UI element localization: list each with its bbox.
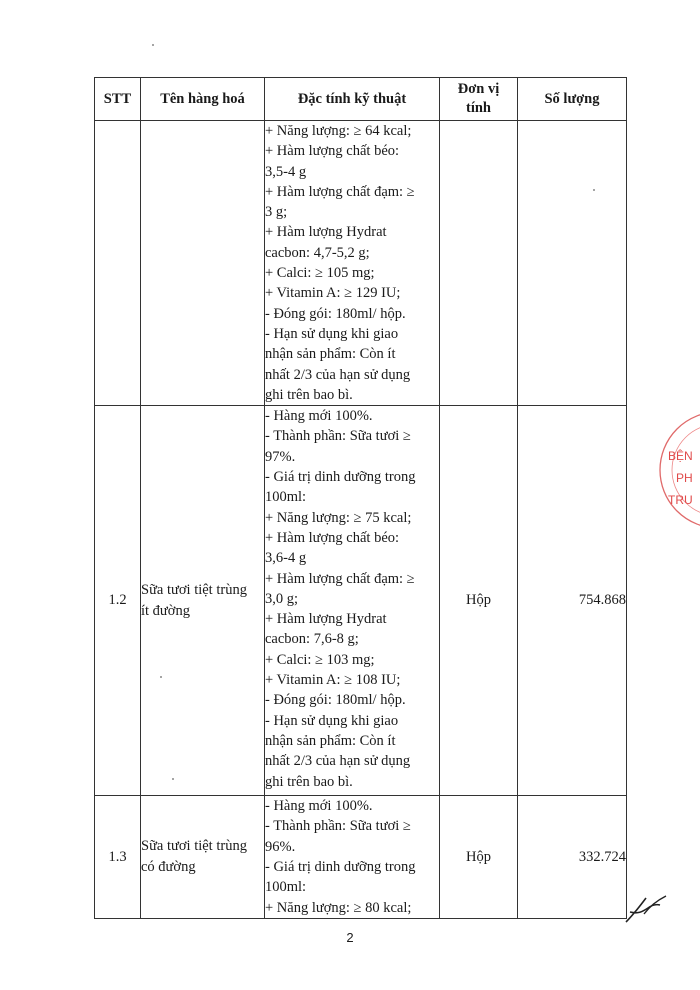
page-number: 2 (346, 930, 354, 945)
spec-line: nhận sản phẩm: Còn ít (265, 732, 396, 749)
spec-line: - Hạn sử dụng khi giao (265, 712, 399, 729)
spec-line: - Hàng mới 100%. (265, 408, 373, 425)
red-stamp-partial (640, 408, 700, 558)
header-qty: Số lượng (518, 78, 627, 121)
cell-qty: 754.868 (518, 406, 627, 796)
spec-line: + Hàm lượng Hydrat (265, 611, 387, 628)
spec-line: 3,0 g; (265, 590, 299, 607)
spec-line: + Năng lượng: ≥ 80 kcal; (265, 899, 412, 916)
cell-qty (518, 121, 627, 406)
spec-line: + Hàm lượng chất béo: (265, 529, 400, 546)
spec-line: - Đóng gói: 180ml/ hộp. (265, 305, 406, 322)
stamp-text-1: BỆN (668, 449, 693, 463)
spec-line: - Hạn sử dụng khi giao (265, 325, 399, 342)
spec-line: + Năng lượng: ≥ 64 kcal; (265, 123, 412, 139)
cell-unit: Hộp (440, 406, 518, 796)
spec-line: ghi trên bao bì. (265, 773, 353, 790)
cell-unit: Hộp (440, 796, 518, 919)
spec-line: 3,6-4 g (265, 550, 307, 567)
spec-line: nhận sản phẩm: Còn ít (265, 346, 396, 363)
spec-line: cacbon: 7,6-8 g; (265, 631, 359, 648)
spec-line: + Calci: ≥ 105 mg; (265, 265, 375, 282)
spec-line: - Giá trị dinh dưỡng trong (265, 859, 416, 876)
name-line: Sữa tươi tiệt trùng (141, 581, 247, 598)
cell-stt: 1.3 (95, 796, 141, 919)
header-name: Tên hàng hoá (141, 78, 265, 121)
scan-speck (172, 778, 174, 780)
cell-qty: 332.724 (518, 796, 627, 919)
stamp-text-2: PH (676, 471, 693, 485)
header-unit-line2: tính (466, 100, 491, 116)
spec-line: nhất 2/3 của hạn sử dụng (265, 753, 411, 770)
scan-speck (152, 44, 154, 46)
table-row (95, 121, 627, 406)
cell-unit (440, 121, 518, 406)
cell-spec (265, 121, 440, 406)
name-line: ít đường (141, 602, 190, 619)
table-row (95, 406, 627, 796)
spec-line: - Thành phần: Sữa tươi ≥ (265, 818, 411, 835)
spec-line: - Giá trị dinh dưỡng trong (265, 469, 416, 486)
spec-line: + Hàm lượng Hydrat (265, 224, 387, 241)
spec-line: + Hàm lượng chất đạm: ≥ (265, 183, 415, 200)
spec-line: ghi trên bao bì. (265, 386, 353, 403)
spec-line: + Vitamin A: ≥ 129 IU; (265, 285, 401, 302)
spec-line: + Năng lượng: ≥ 75 kcal; (265, 509, 412, 526)
cell-spec (265, 406, 440, 796)
scan-speck (593, 189, 595, 191)
name-line: có đường (141, 859, 196, 876)
spec-line: 3,5-4 g (265, 163, 307, 180)
spec-line: 100ml: (265, 879, 307, 896)
spec-line: + Hàm lượng chất béo: (265, 143, 400, 160)
cell-name (141, 121, 265, 406)
spec-line: 3 g; (265, 204, 288, 221)
spec-line: 96%. (265, 838, 296, 855)
cell-name (141, 796, 265, 919)
spec-line: 97%. (265, 448, 296, 465)
spec-line: - Đóng gói: 180ml/ hộp. (265, 692, 406, 709)
cell-name (141, 406, 265, 796)
cell-stt: 1.2 (95, 406, 141, 796)
header-unit-line1: Đơn vị (457, 81, 500, 97)
spec-line: + Hàm lượng chất đạm: ≥ (265, 570, 415, 587)
header-unit (440, 78, 518, 121)
stamp-text-3: TRU (668, 493, 693, 507)
signature-mark-icon (620, 892, 670, 932)
spec-line: + Calci: ≥ 103 mg; (265, 651, 375, 668)
header-stt: STT (95, 78, 141, 121)
spec-line: - Thành phần: Sữa tươi ≥ (265, 428, 411, 445)
name-line: Sữa tươi tiệt trùng (141, 838, 247, 855)
scan-speck (160, 676, 162, 678)
table-header-row (95, 78, 627, 121)
spec-line: 100ml: (265, 489, 307, 506)
spec-line: + Vitamin A: ≥ 108 IU; (265, 672, 401, 689)
table-row (95, 796, 627, 919)
spec-table (94, 77, 627, 919)
spec-line: nhất 2/3 của hạn sử dụng (265, 366, 411, 383)
header-spec: Đặc tính kỹ thuật (265, 78, 440, 121)
spec-line: - Hàng mới 100%. (265, 798, 373, 815)
spec-line: cacbon: 4,7-5,2 g; (265, 244, 370, 261)
cell-stt (95, 121, 141, 406)
cell-spec (265, 796, 440, 919)
